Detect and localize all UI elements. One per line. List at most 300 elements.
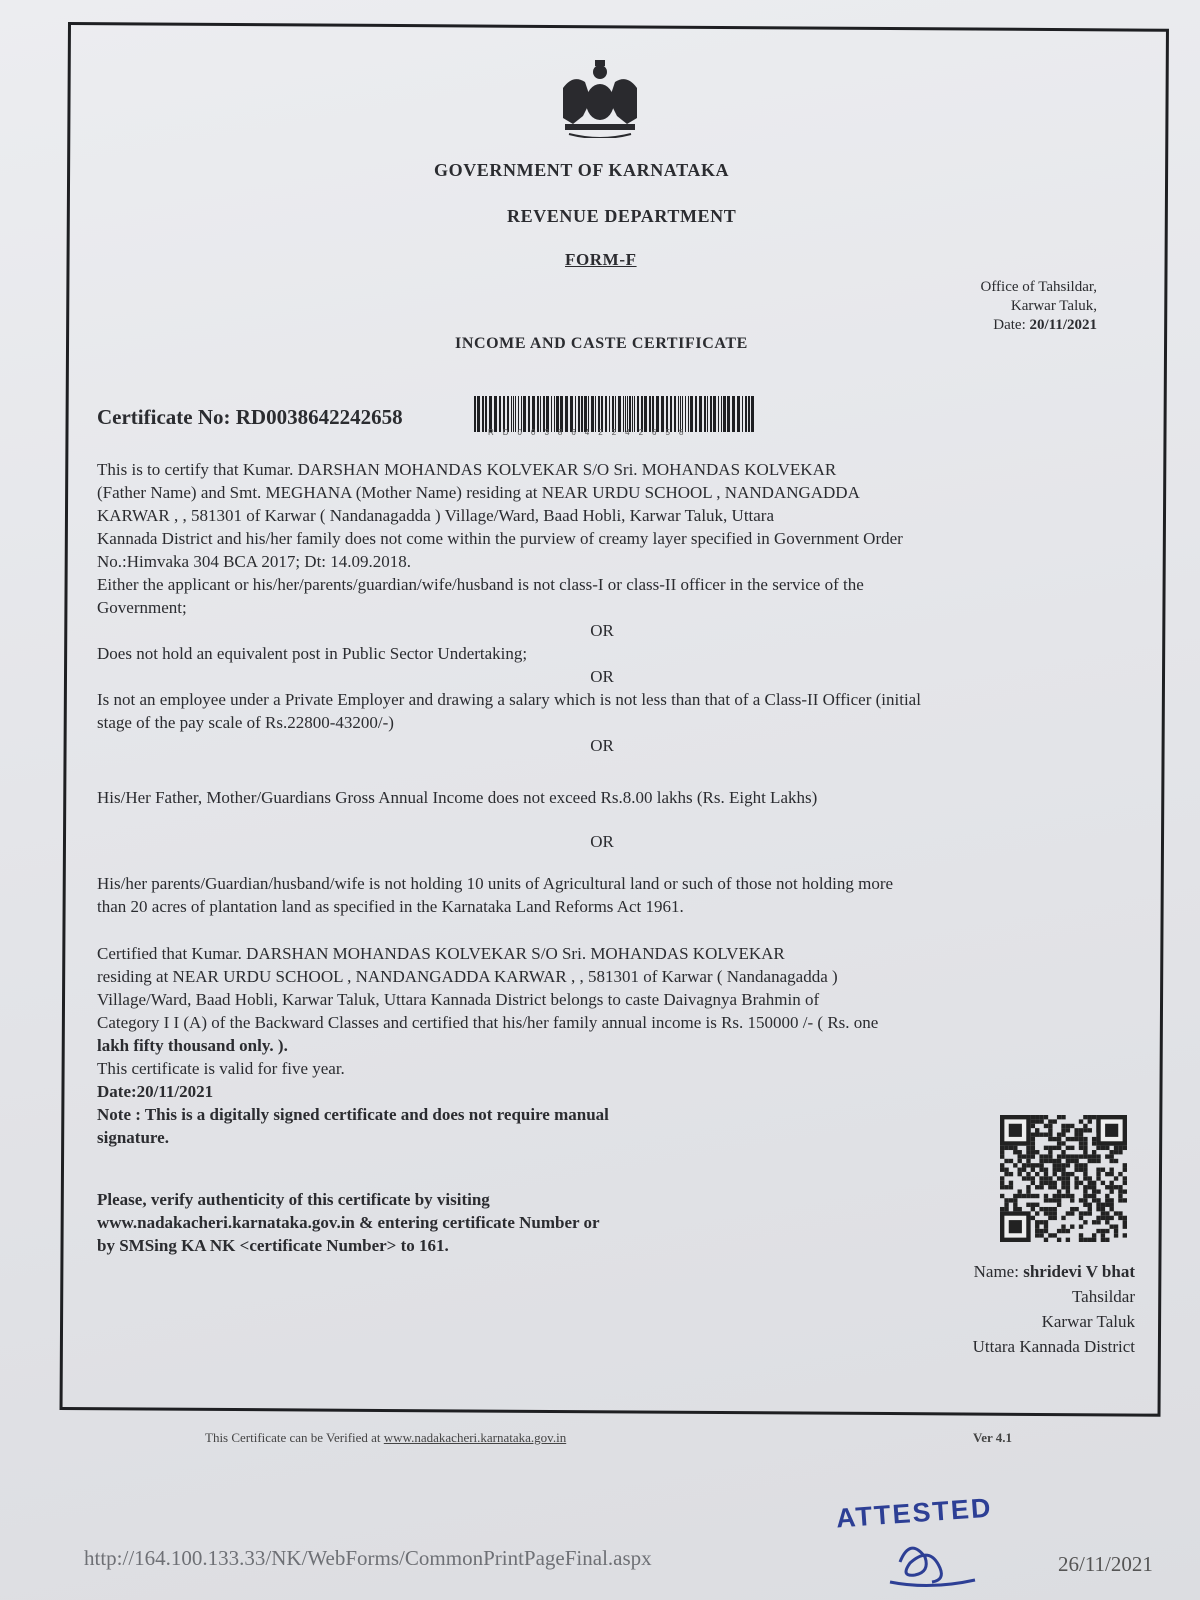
qr-module — [1026, 1159, 1030, 1163]
qr-module — [1031, 1181, 1035, 1185]
qr-module — [1035, 1172, 1039, 1176]
qr-module — [1013, 1203, 1017, 1207]
qr-module — [1057, 1176, 1061, 1180]
qr-module — [1061, 1172, 1065, 1176]
qr-module — [1101, 1238, 1105, 1242]
verify-line: www.nadakacheri.karnataka.gov.in & entering certificate Number or — [97, 1213, 600, 1232]
qr-module — [1039, 1163, 1043, 1167]
qr-module — [1114, 1233, 1118, 1237]
p7-line: residing at NEAR URDU SCHOOL , NANDANGADDA KARWAR , , 581301 of Karwar ( Nandanagadda ) — [97, 967, 838, 986]
note-line: signature. — [97, 1128, 169, 1147]
qr-module — [1088, 1238, 1092, 1242]
barcode-bar — [521, 396, 522, 432]
qr-module — [1074, 1185, 1078, 1189]
qr-module — [1101, 1146, 1105, 1150]
qr-module — [1092, 1137, 1096, 1141]
qr-module — [1039, 1233, 1043, 1237]
qr-module — [1000, 1194, 1004, 1198]
qr-module — [1074, 1163, 1078, 1167]
qr-module — [1066, 1185, 1070, 1189]
qr-module — [1118, 1172, 1122, 1176]
qr-module — [1105, 1185, 1109, 1189]
qr-module — [1118, 1198, 1122, 1202]
qr-module — [1004, 1198, 1008, 1202]
qr-module — [1061, 1224, 1065, 1228]
qr-module — [1035, 1194, 1039, 1198]
barcode-bar — [745, 396, 747, 432]
signatory-designation: Tahsildar — [1071, 1287, 1135, 1306]
qr-module — [1048, 1124, 1052, 1128]
qr-module — [1048, 1159, 1052, 1163]
verify-footer-link[interactable]: www.nadakacheri.karnataka.gov.in — [383, 1430, 567, 1445]
qr-module — [1096, 1159, 1100, 1163]
qr-module — [1000, 1185, 1004, 1189]
barcode-bar — [685, 396, 686, 432]
p4-line: Is not an employee under a Private Employer and drawing a salary which is not less than that of a Class-II Officer (initial — [97, 690, 921, 709]
barcode-bar — [666, 396, 668, 432]
qr-module — [1079, 1137, 1083, 1141]
qr-module — [1053, 1198, 1057, 1202]
certificate-number-value: RD0038642242658 — [235, 405, 403, 429]
p7-line: Certified that Kumar. DARSHAN MOHANDAS KOLVEKAR S/O Sri. MOHANDAS KOLVEKAR — [97, 944, 785, 963]
barcode-bar — [629, 396, 631, 432]
qr-module — [1083, 1194, 1087, 1198]
qr-module — [1079, 1168, 1083, 1172]
qr-module — [1123, 1216, 1127, 1220]
qr-module — [1057, 1203, 1061, 1207]
p7-line: lakh fifty thousand only. ). — [97, 1036, 288, 1055]
qr-module — [1079, 1238, 1083, 1242]
qr-module — [1053, 1163, 1057, 1167]
or-separator: OR — [590, 667, 614, 686]
qr-module — [1101, 1211, 1105, 1215]
barcode-bar — [565, 396, 568, 432]
barcode-bar — [641, 396, 643, 432]
signatory-name-label: Name: — [973, 1262, 1019, 1281]
barcode-bar — [482, 396, 484, 432]
qr-module — [1048, 1150, 1052, 1154]
qr-module — [1035, 1163, 1039, 1167]
qr-module — [1057, 1194, 1061, 1198]
qr-module — [1092, 1194, 1096, 1198]
barcode-bar — [588, 396, 589, 432]
qr-module — [1070, 1172, 1074, 1176]
qr-module — [1070, 1224, 1074, 1228]
barcode-bar — [543, 396, 545, 432]
qr-module — [1000, 1150, 1004, 1154]
qr-module — [1109, 1198, 1113, 1202]
qr-module — [1123, 1224, 1127, 1228]
qr-module — [1044, 1146, 1048, 1150]
qr-module — [1088, 1211, 1092, 1215]
qr-module — [1053, 1216, 1057, 1220]
qr-module — [1066, 1159, 1070, 1163]
qr-module — [1096, 1220, 1100, 1224]
qr-module — [1092, 1141, 1096, 1145]
qr-module — [1057, 1168, 1061, 1172]
qr-module — [1114, 1224, 1118, 1228]
qr-module — [1035, 1224, 1039, 1228]
barcode-bar — [625, 396, 626, 432]
qr-module — [1101, 1181, 1105, 1185]
barcode-bar — [644, 396, 647, 432]
qr-module — [1000, 1146, 1004, 1150]
signature-scribble-icon — [880, 1532, 980, 1592]
qr-module — [1083, 1168, 1087, 1172]
qr-module — [1083, 1198, 1087, 1202]
state-emblem-icon — [555, 58, 645, 138]
qr-module — [1092, 1185, 1096, 1189]
barcode-bar — [523, 396, 526, 432]
qr-module — [1070, 1207, 1074, 1211]
land-paragraph — [97, 872, 1107, 918]
qr-module — [1074, 1128, 1078, 1132]
barcode-bar — [598, 396, 600, 432]
barcode-bar — [515, 396, 516, 432]
barcode-bar — [695, 396, 697, 432]
qr-module — [1109, 1181, 1113, 1185]
form-heading: FORM-F — [565, 250, 637, 269]
barcode-bar — [670, 396, 672, 432]
qr-module — [1109, 1207, 1113, 1211]
income-limit-text: His/Her Father, Mother/Guardians Gross Annual Income does not exceed Rs.8.00 lakhs (Rs. Eight Lakhs) — [97, 788, 818, 807]
qr-module — [1123, 1146, 1127, 1150]
qr-module — [1026, 1194, 1030, 1198]
qr-module — [1088, 1207, 1092, 1211]
qr-module — [1074, 1176, 1078, 1180]
qr-module — [1035, 1229, 1039, 1233]
qr-module — [1083, 1189, 1087, 1193]
qr-module — [1066, 1189, 1070, 1193]
barcode-bar — [649, 396, 651, 432]
qr-module — [1105, 1229, 1109, 1233]
barcode-bar — [551, 396, 552, 432]
p2-line: Either the applicant or his/her/parents/guardian/wife/husband is not class-I or class-II officer in the service of the — [97, 575, 864, 594]
qr-module — [1013, 1194, 1017, 1198]
qr-module — [1039, 1168, 1043, 1172]
qr-module — [1048, 1133, 1052, 1137]
signatory-name-value: shridevi V bhat — [1023, 1262, 1135, 1281]
qr-module — [1083, 1141, 1087, 1145]
p6-line: than 20 acres of plantation land as specified in the Karnataka Land Reforms Act 1961. — [97, 897, 684, 916]
qr-module — [1109, 1185, 1113, 1189]
qr-module — [1092, 1198, 1096, 1202]
qr-module — [1079, 1181, 1083, 1185]
qr-module — [1101, 1168, 1105, 1172]
qr-module — [1026, 1150, 1030, 1154]
qr-module — [1114, 1185, 1118, 1189]
barcode-bar — [710, 396, 712, 432]
barcode-bar — [699, 396, 702, 432]
verify-footer-text: This Certificate can be Verified at — [205, 1430, 381, 1445]
qr-module — [1079, 1211, 1083, 1215]
qr-module — [1022, 1163, 1026, 1167]
qr-module — [1123, 1189, 1127, 1193]
qr-module — [1053, 1207, 1057, 1211]
qr-module — [1066, 1137, 1070, 1141]
or-separator: OR — [590, 736, 614, 755]
qr-module — [1083, 1163, 1087, 1167]
qr-module — [1026, 1146, 1030, 1150]
qr-module — [1057, 1229, 1061, 1233]
caste-paragraph — [97, 942, 1117, 1149]
qr-module — [1070, 1159, 1074, 1163]
qr-module — [1114, 1146, 1118, 1150]
barcode-bar — [751, 396, 754, 432]
qr-module — [1018, 1194, 1022, 1198]
qr-module — [1105, 1211, 1109, 1215]
barcode-bar — [727, 396, 730, 432]
barcode-bar — [652, 396, 654, 432]
qr-module — [1061, 1176, 1065, 1180]
barcode-bar — [595, 396, 596, 432]
qr-module — [1088, 1159, 1092, 1163]
qr-module — [1044, 1207, 1048, 1211]
qr-module — [1114, 1211, 1118, 1215]
qr-module — [1031, 1150, 1035, 1154]
qr-module — [1088, 1194, 1092, 1198]
qr-module — [1048, 1181, 1052, 1185]
qr-module — [1118, 1211, 1122, 1215]
verify-footer — [205, 1430, 566, 1446]
qr-module — [1070, 1194, 1074, 1198]
qr-module — [1053, 1172, 1057, 1176]
qr-module — [1031, 1207, 1035, 1211]
barcode-bar — [732, 396, 735, 432]
p3-line: Does not hold an equivalent post in Public Sector Undertaking; — [97, 644, 528, 663]
qr-module — [1053, 1146, 1057, 1150]
barcode-bar — [507, 396, 509, 432]
barcode-bar — [518, 396, 519, 432]
barcode-bar — [494, 396, 497, 432]
barcode-bar — [674, 396, 676, 432]
qr-module — [1061, 1141, 1065, 1145]
qr-module — [1044, 1124, 1048, 1128]
qr-module — [1000, 1207, 1004, 1211]
barcode-bar — [499, 396, 501, 432]
qr-module — [1039, 1220, 1043, 1224]
qr-module — [1000, 1163, 1004, 1167]
qr-module — [1079, 1119, 1083, 1123]
qr-module — [1083, 1238, 1087, 1242]
qr-module — [1096, 1146, 1100, 1150]
qr-module — [1092, 1233, 1096, 1237]
qr-module — [1096, 1154, 1100, 1158]
certificate-title: INCOME AND CASTE CERTIFICATE — [455, 335, 748, 352]
qr-module — [1083, 1150, 1087, 1154]
qr-module — [1096, 1207, 1100, 1211]
qr-module — [1018, 1154, 1022, 1158]
qr-module — [1096, 1203, 1100, 1207]
qr-module — [1114, 1159, 1118, 1163]
qr-module — [1053, 1119, 1057, 1123]
qr-module — [1070, 1124, 1074, 1128]
qr-module — [1123, 1168, 1127, 1172]
issue-date: Date:20/11/2021 — [97, 1082, 214, 1101]
qr-module — [1004, 1146, 1008, 1150]
qr-module — [1061, 1133, 1065, 1137]
qr-module — [1053, 1181, 1057, 1185]
qr-module — [1083, 1128, 1087, 1132]
qr-module — [1035, 1150, 1039, 1154]
qr-module — [1101, 1216, 1105, 1220]
qr-module — [1057, 1137, 1061, 1141]
barcode-bar — [584, 396, 587, 432]
p1-line: No.:Himvaka 304 BCA 2017; Dt: 14.09.2018. — [97, 552, 412, 571]
qr-module — [1048, 1216, 1052, 1220]
qr-module — [1118, 1194, 1122, 1198]
barcode-bar — [556, 396, 559, 432]
barcode-bar — [578, 396, 580, 432]
qr-module — [1053, 1194, 1057, 1198]
qr-module — [1018, 1168, 1022, 1172]
office-date-label: Date: — [993, 317, 1026, 333]
qr-module — [1000, 1181, 1004, 1185]
qr-module — [1044, 1159, 1048, 1163]
qr-module — [1044, 1176, 1048, 1180]
qr-module — [1026, 1185, 1030, 1189]
qr-module — [1026, 1176, 1030, 1180]
p2-line: Government; — [97, 598, 187, 617]
barcode-bar — [615, 396, 616, 432]
qr-module — [1092, 1115, 1096, 1119]
qr-module — [1079, 1224, 1083, 1228]
qr-module — [1083, 1185, 1087, 1189]
qr-module — [1048, 1154, 1052, 1158]
qr-module — [1057, 1146, 1061, 1150]
signatory-block — [973, 1259, 1135, 1359]
qr-module — [1088, 1119, 1092, 1123]
qr-module — [1105, 1220, 1109, 1224]
qr-module — [1039, 1229, 1043, 1233]
office-line2: Karwar Taluk, — [1010, 298, 1097, 314]
qr-finder — [1009, 1220, 1022, 1233]
qr-module — [1096, 1229, 1100, 1233]
qr-module — [1035, 1203, 1039, 1207]
qr-module — [1083, 1220, 1087, 1224]
qr-module — [1114, 1229, 1118, 1233]
barcode-bar — [637, 396, 639, 432]
barcode-bar — [537, 396, 539, 432]
qr-module — [1039, 1207, 1043, 1211]
qr-module — [1004, 1185, 1008, 1189]
qr-module — [1009, 1181, 1013, 1185]
qr-module — [1088, 1181, 1092, 1185]
qr-module — [1039, 1176, 1043, 1180]
qr-module — [1018, 1172, 1022, 1176]
p7-line: Category I I (A) of the Backward Classes and certified that his/her family annual income is Rs. 150000 /- ( Rs. one — [97, 1013, 879, 1032]
qr-module — [1009, 1159, 1013, 1163]
qr-module — [1031, 1124, 1035, 1128]
qr-module — [1057, 1198, 1061, 1202]
qr-module — [1088, 1185, 1092, 1189]
qr-module — [1105, 1194, 1109, 1198]
qr-module — [1070, 1198, 1074, 1202]
qr-module — [1035, 1233, 1039, 1237]
version-label: Ver 4.1 — [973, 1430, 1012, 1445]
barcode-bar — [634, 396, 635, 432]
qr-module — [1039, 1154, 1043, 1158]
qr-module — [1061, 1194, 1065, 1198]
qr-module — [1057, 1141, 1061, 1145]
qr-module — [1066, 1211, 1070, 1215]
qr-module — [1022, 1176, 1026, 1180]
dept-heading: REVENUE DEPARTMENT — [507, 206, 737, 226]
p1-line: (Father Name) and Smt. MEGHANA (Mother Name) residing at NEAR URDU SCHOOL , NANDANGADDA — [97, 483, 860, 502]
qr-module — [1048, 1119, 1052, 1123]
qr-module — [1123, 1176, 1127, 1180]
qr-module — [1083, 1211, 1087, 1215]
qr-module — [1061, 1128, 1065, 1132]
qr-module — [1035, 1185, 1039, 1189]
qr-module — [1074, 1133, 1078, 1137]
qr-module — [1074, 1181, 1078, 1185]
barcode-bar — [540, 396, 541, 432]
qr-module — [1123, 1163, 1127, 1167]
qr-module — [1088, 1154, 1092, 1158]
qr-module — [1083, 1176, 1087, 1180]
barcode-bar — [575, 396, 576, 432]
qr-module — [1061, 1154, 1065, 1158]
qr-module — [1031, 1141, 1035, 1145]
verify-line: by SMSing KA NK <certificate Number> to 161. — [97, 1236, 449, 1255]
qr-module — [1079, 1163, 1083, 1167]
barcode-bar — [748, 396, 750, 432]
qr-module — [1114, 1176, 1118, 1180]
barcode-bar — [623, 396, 624, 432]
qr-module — [1079, 1233, 1083, 1237]
qr-module — [1035, 1115, 1039, 1119]
or-separator: OR — [590, 621, 614, 640]
qr-module — [1039, 1119, 1043, 1123]
barcode-bar — [503, 396, 505, 432]
qr-module — [1079, 1141, 1083, 1145]
qr-module — [1105, 1238, 1109, 1242]
p1-line: This is to certify that Kumar. DARSHAN MOHANDAS KOLVEKAR S/O Sri. MOHANDAS KOLVEKAR — [97, 460, 837, 479]
qr-module — [1009, 1185, 1013, 1189]
qr-module — [1079, 1128, 1083, 1132]
qr-module — [1044, 1168, 1048, 1172]
barcode-bar — [632, 396, 633, 432]
qr-module — [1004, 1172, 1008, 1176]
barcode-bar — [713, 396, 716, 432]
qr-module — [1096, 1189, 1100, 1193]
qr-module — [1109, 1224, 1113, 1228]
qr-module — [1079, 1198, 1083, 1202]
qr-module — [1048, 1233, 1052, 1237]
barcode-bar — [560, 396, 563, 432]
qr-module — [1057, 1189, 1061, 1193]
barcode-bar — [627, 396, 628, 432]
qr-module — [1101, 1207, 1105, 1211]
qr-module — [1048, 1137, 1052, 1141]
qr-module — [1048, 1176, 1052, 1180]
qr-module — [1079, 1154, 1083, 1158]
qr-module — [1039, 1133, 1043, 1137]
qr-module — [1031, 1163, 1035, 1167]
barcode-bar — [489, 396, 492, 432]
qr-module — [1070, 1146, 1074, 1150]
qr-module — [1061, 1163, 1065, 1167]
qr-module — [1053, 1159, 1057, 1163]
qr-module — [1066, 1181, 1070, 1185]
qr-module — [1039, 1185, 1043, 1189]
qr-module — [1070, 1211, 1074, 1215]
qr-module — [1013, 1150, 1017, 1154]
barcode-bar — [554, 396, 555, 432]
qr-module — [1118, 1150, 1122, 1154]
barcode-bar — [511, 396, 512, 432]
